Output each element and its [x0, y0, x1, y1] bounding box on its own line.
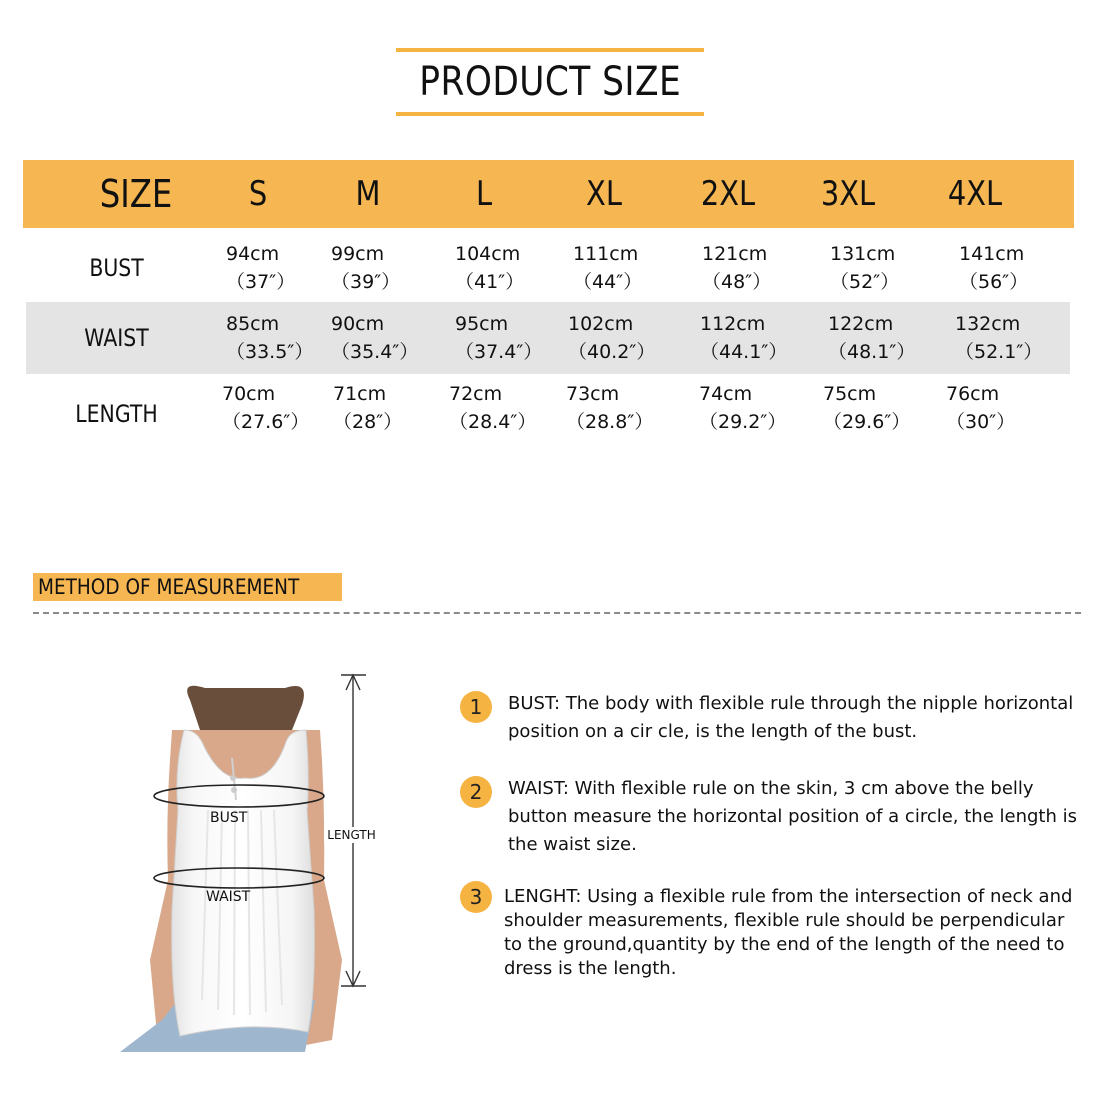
measurement-figure [110, 660, 410, 1060]
size-column-xl: XL [586, 174, 622, 214]
table-cell: 132cm （52.1″） [955, 313, 1043, 363]
step-number-badge: 1 [460, 691, 492, 723]
table-cell: 122cm （48.1″） [828, 313, 916, 363]
instruction-item-waist [460, 775, 1080, 859]
table-cell: 76cm （30″） [946, 383, 1016, 433]
size-column-l: L [475, 174, 493, 214]
table-cell: 131cm （52″） [830, 243, 900, 293]
table-cell: 74cm （29.2″） [699, 383, 787, 433]
button-dot [230, 775, 236, 781]
size-column-2xl: 2XL [700, 174, 756, 214]
instruction-text: WAIST: With flexible rule on the skin, 3 cm above the belly button measure the horizontal position of a circle, the length is the waist size. [508, 778, 1077, 855]
page-title-frame [396, 48, 704, 116]
table-row-waist [26, 302, 1070, 374]
table-cell: 112cm （44.1″） [700, 313, 788, 363]
size-header-label: SIZE [99, 172, 173, 216]
size-table-header [23, 160, 1074, 228]
instruction-text: BUST: The body with flexible rule through the nipple horizontal position on a cir cle, is the length of the bust. [508, 693, 1074, 742]
button-dot [231, 787, 237, 793]
table-cell: 72cm （28.4″） [449, 383, 537, 433]
table-cell: 71cm （28″） [333, 383, 403, 433]
method-heading: METHOD OF MEASUREMENT [33, 573, 342, 601]
table-cell: 95cm （37.4″） [455, 313, 543, 363]
table-cell: 121cm （48″） [702, 243, 772, 293]
size-column-4xl: 4XL [947, 174, 1003, 214]
model-illustration [110, 660, 410, 1060]
table-cell: 99cm （39″） [331, 243, 401, 293]
instruction-text: LENGHT: Using a flexible rule from the intersection of neck and shoulder measurements, flexible rule should be perpendicular to the ground,quantity by the end of the length of the need to dress is the length. [504, 886, 1073, 979]
instruction-item-bust [460, 690, 1080, 750]
page-title: PRODUCT SIZE [419, 59, 681, 105]
table-row-bust [26, 232, 1070, 304]
length-label: LENGTH [324, 827, 379, 843]
table-cell: 85cm （33.5″） [226, 313, 314, 363]
size-column-3xl: 3XL [820, 174, 876, 214]
table-cell: 73cm （28.8″） [566, 383, 654, 433]
row-label: WAIST [84, 324, 149, 352]
instruction-item-length [460, 884, 1080, 984]
size-column-m: M [355, 174, 381, 214]
section-divider [33, 612, 1081, 614]
size-column-s: S [248, 174, 268, 214]
table-cell: 70cm （27.6″） [222, 383, 310, 433]
hair-shape [187, 686, 304, 730]
table-cell: 90cm （35.4″） [331, 313, 419, 363]
table-cell: 102cm （40.2″） [568, 313, 656, 363]
step-number-badge: 2 [460, 776, 492, 808]
table-cell: 141cm （56″） [959, 243, 1029, 293]
step-number-badge: 3 [460, 881, 492, 913]
table-cell: 111cm （44″） [573, 243, 643, 293]
table-row-length [26, 372, 1070, 444]
row-label: BUST [89, 254, 144, 282]
row-label: LENGTH [75, 400, 158, 428]
bust-label: BUST [210, 810, 248, 826]
waist-label: WAIST [206, 889, 251, 905]
table-cell: 94cm （37″） [226, 243, 296, 293]
table-cell: 104cm （41″） [455, 243, 525, 293]
table-cell: 75cm （29.6″） [823, 383, 911, 433]
